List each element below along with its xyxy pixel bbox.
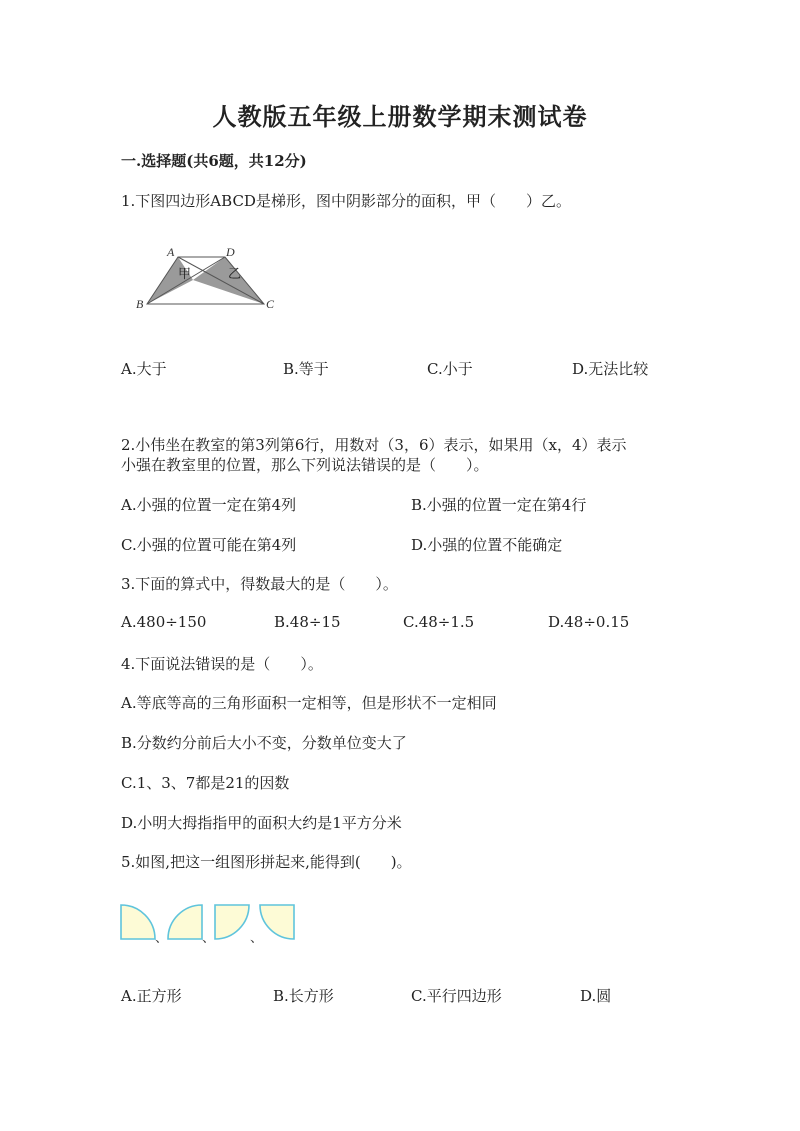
quarter-circle-piece-4 xyxy=(260,905,294,939)
quarter-circle-piece-2 xyxy=(168,905,202,939)
quarter-circle-piece-1 xyxy=(121,905,155,939)
q5-option-c[interactable]: C.平行四边形 xyxy=(411,987,502,1005)
label-yi: 乙 xyxy=(228,267,242,282)
separator-1: 、 xyxy=(155,931,169,944)
question-4-stem: 4.下面说法错误的是（ ）。 xyxy=(121,655,323,673)
section-heading: 一.选择题(共6题，共12分) xyxy=(121,152,307,170)
q3-option-a[interactable]: A.480÷150 xyxy=(121,613,207,631)
label-d: D xyxy=(226,245,235,259)
question-1-stem: 1.下图四边形ABCD是梯形，图中阴影部分的面积，甲（ ）乙。 xyxy=(121,192,571,210)
q4-option-c[interactable]: C.1、3、7都是21的因数 xyxy=(121,774,290,792)
quarter-circle-piece-3 xyxy=(215,905,249,939)
q4-option-d[interactable]: D.小明大拇指指甲的面积大约是1平方分米 xyxy=(121,814,402,832)
q2-option-c[interactable]: C.小强的位置可能在第4列 xyxy=(121,536,297,554)
shape-pieces-figure xyxy=(118,902,300,944)
q1-option-a[interactable]: A.大于 xyxy=(121,360,167,378)
q1-option-d[interactable]: D.无法比较 xyxy=(572,360,649,378)
q4-option-a[interactable]: A.等底等高的三角形面积一定相等，但是形状不一定相同 xyxy=(121,694,497,712)
q2-option-a[interactable]: A.小强的位置一定在第4列 xyxy=(121,496,297,514)
q1-option-c[interactable]: C.小于 xyxy=(427,360,473,378)
q4-option-b[interactable]: B.分数约分前后大小不变，分数单位变大了 xyxy=(121,734,407,752)
question-5-stem: 5.如图,把这一组图形拼起来,能得到( )。 xyxy=(121,853,412,871)
trapezoid-figure xyxy=(130,242,290,317)
q1-option-b[interactable]: B.等于 xyxy=(283,360,329,378)
question-3-stem: 3.下面的算式中，得数最大的是（ ）。 xyxy=(121,575,398,593)
label-jia: 甲 xyxy=(178,267,192,282)
separator-3: 、 xyxy=(250,931,264,944)
page-title: 人教版五年级上册数学期末测试卷 xyxy=(212,102,588,131)
q2-option-d[interactable]: D.小强的位置不能确定 xyxy=(411,536,563,554)
label-c: C xyxy=(266,297,275,311)
q5-option-d[interactable]: D.圆 xyxy=(580,987,612,1005)
separator-2: 、 xyxy=(202,931,216,944)
q3-option-c[interactable]: C.48÷1.5 xyxy=(403,613,475,631)
q2-option-b[interactable]: B.小强的位置一定在第4行 xyxy=(411,496,587,514)
question-2-stem-line-2: 小强在教室里的位置，那么下列说法错误的是（ ）。 xyxy=(121,456,489,474)
q5-option-b[interactable]: B.长方形 xyxy=(273,987,334,1005)
question-2-stem-line-1: 2.小伟坐在教室的第3列第6行，用数对（3，6）表示，如果用（x，4）表示 xyxy=(121,436,627,454)
label-a: A xyxy=(167,245,175,259)
label-b: B xyxy=(136,297,144,311)
q3-option-b[interactable]: B.48÷15 xyxy=(274,613,341,631)
q3-option-d[interactable]: D.48÷0.15 xyxy=(548,613,630,631)
q5-option-a[interactable]: A.正方形 xyxy=(121,987,182,1005)
